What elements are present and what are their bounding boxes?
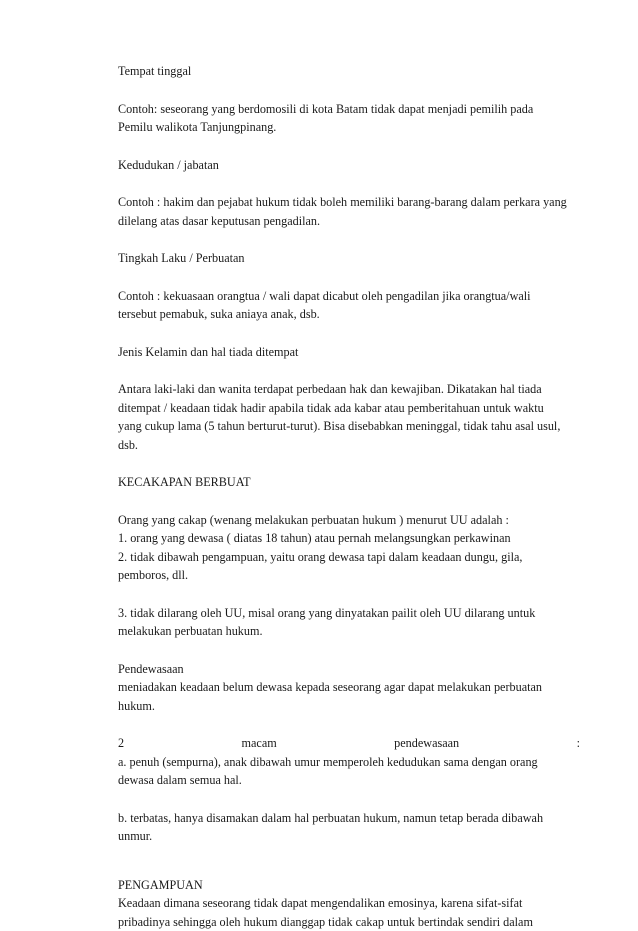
heading-kedudukan: Kedudukan / jabatan <box>118 157 219 172</box>
text-line: melakukan perbuatan hukum. <box>118 624 263 638</box>
text-line: 1. orang yang dewasa ( diatas 18 tahun) atau pernah melangsungkan perkawinan <box>118 531 511 545</box>
paragraph-item-3 <box>118 604 580 641</box>
text-line: b. terbatas, hanya disamakan dalam hal perbuatan hukum, namun tetap berada dibawah <box>118 810 544 825</box>
text-line: Contoh : kekuasaan orangtua / wali dapat dicabut oleh pengadilan jika orangtua/wali <box>118 288 531 303</box>
pendewasaan-types-line <box>118 734 580 753</box>
text-line: dilelang atas dasar keputusan pengadilan. <box>118 213 321 228</box>
heading-pengampuan: PENGAMPUAN <box>118 877 203 892</box>
text-line: tersebut pemabuk, suka aniaya anak, dsb. <box>118 307 320 321</box>
text-line: meniadakan keadaan belum dewasa kepada seseorang agar dapat melakukan perbuatan <box>118 680 542 694</box>
heading-kecakapan-berbuat: KECAKAPAN BERBUAT <box>118 475 251 489</box>
text-line: Antara laki-laki dan wanita terdapat perbedaan hak dan kewajiban. Dikatakan hal tiada <box>118 382 542 396</box>
text-word: : <box>576 736 580 750</box>
text-line: unmur. <box>118 829 153 843</box>
paragraph-contoh-kedudukan <box>118 193 580 230</box>
text-line: yang cukup lama (5 tahun berturut-turut). Bisa disebabkan meninggal, tidak tahu asal usul, <box>118 419 561 433</box>
text-line: ditempat / keadaan tidak hadir apabila tidak ada kabar atau pemberitahuan untuk waktu <box>118 400 544 415</box>
paragraph-contoh-tempat <box>118 100 580 137</box>
paragraph-pengampuan <box>118 894 580 931</box>
paragraph-orang-cakap <box>118 511 580 585</box>
text-line: pribadinya sehingga oleh hukum dianggap tidak cakap untuk bertindak sendiri dalam <box>118 914 533 929</box>
document-body <box>118 62 580 931</box>
text-line: Pemilu walikota Tanjungpinang. <box>118 120 277 134</box>
heading-jenis-kelamin: Jenis Kelamin dan hal tiada ditempat <box>118 344 299 359</box>
paragraph-jenis-kelamin <box>118 380 580 454</box>
text-line: 2. tidak dibawah pengampuan, yaitu orang dewasa tapi dalam keadaan dungu, gila, <box>118 549 523 564</box>
text-line: Contoh : hakim dan pejabat hukum tidak boleh memiliki barang-barang dalam perkara yang <box>118 195 567 209</box>
paragraph-pendewasaan-penuh <box>118 753 580 790</box>
heading-tingkah-laku: Tingkah Laku / Perbuatan <box>118 251 245 265</box>
paragraph-pendewasaan <box>118 660 580 716</box>
paragraph-contoh-tingkah <box>118 287 580 324</box>
text-line: a. penuh (sempurna), anak dibawah umur memperoleh kedudukan sama dengan orang <box>118 754 538 769</box>
paragraph-pendewasaan-terbatas <box>118 809 580 846</box>
text-line: Keadaan dimana seseorang tidak dapat mengendalikan emosinya, karena sifat-sifat <box>118 896 523 910</box>
text-word: pendewasaan <box>394 736 460 750</box>
text-line: Contoh: seseorang yang berdomosili di kota Batam tidak dapat menjadi pemilih pada <box>118 101 534 116</box>
text-line: dewasa dalam semua hal. <box>118 773 242 787</box>
text-line: hukum. <box>118 698 155 713</box>
text-line: pemboros, dll. <box>118 568 189 582</box>
text-word: 2 <box>118 736 125 750</box>
text-line: dsb. <box>118 437 138 452</box>
text-line: Orang yang cakap (wenang melakukan perbuatan hukum ) menurut UU adalah : <box>118 512 509 527</box>
text-word: macam <box>241 736 277 750</box>
text-line: 3. tidak dilarang oleh UU, misal orang yang dinyatakan pailit oleh UU dilarang untuk <box>118 605 536 620</box>
heading-tempat-tinggal: Tempat tinggal <box>118 64 192 78</box>
text-line: Pendewasaan <box>118 661 184 676</box>
